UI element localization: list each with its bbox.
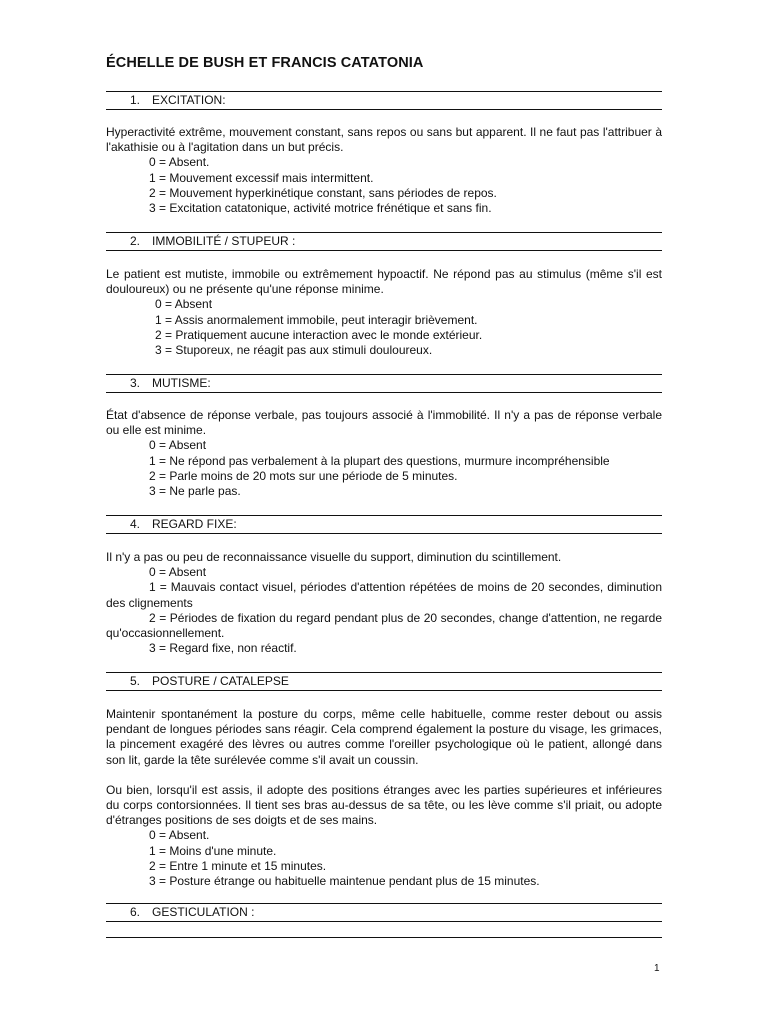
section-body-excitation <box>106 125 662 216</box>
section-description: État d'absence de réponse verbale, pas toujours associé à l'immobilité. Il n'y a pas de réponse verbale ou elle est minime. <box>106 408 662 438</box>
section-body-immobilite <box>106 267 662 358</box>
section-number: 1. <box>130 93 141 107</box>
score-item: 2 = Pratiquement aucune interaction avec le monde extérieur. <box>155 327 483 342</box>
score-item: 2 = Parle moins de 20 mots sur une période de 5 minutes. <box>149 468 458 483</box>
section-header-excitation <box>106 91 662 110</box>
document-title: ÉCHELLE DE BUSH ET FRANCIS CATATONIA <box>106 55 424 71</box>
section-header-mutisme <box>106 374 662 393</box>
section-description: Le patient est mutiste, immobile ou extrêmement hypoactif. Ne répond pas au stimulus (même s'il est douloureux) ou ne présente qu'une réponse minime. <box>106 267 662 297</box>
section-number: 5. <box>130 674 141 688</box>
section-description: Il n'y a pas ou peu de reconnaissance visuelle du support, diminution du scintillement. <box>106 550 562 564</box>
section-description: Ou bien, lorsqu'il est assis, il adopte des positions étranges avec les parties supérieures et inférieures du corps contorsionnées. Il tient ses bras au-dessus de sa tête, ou les lève comme s'il priait, ou adopte d'étranges positions de ses doigts et de ses mains. <box>106 782 662 828</box>
score-item: 0 = Absent <box>149 565 207 580</box>
score-item: 1 = Mouvement excessif mais intermittent. <box>149 170 374 185</box>
section-name: REGARD FIXE: <box>152 517 237 531</box>
score-item: 1 = Moins d'une minute. <box>149 843 277 858</box>
score-item: 0 = Absent. <box>149 828 210 843</box>
section-body-mutisme <box>106 408 662 499</box>
section-header-gesticulation <box>106 903 662 922</box>
score-item: 2 = Périodes de fixation du regard pendant plus de 20 secondes, change d'attention, ne regarde qu'occasionnellement. <box>106 610 662 641</box>
score-item: 3 = Excitation catatonique, activité motrice frénétique et sans fin. <box>149 201 492 216</box>
section-number: 6. <box>130 905 141 919</box>
page-number: 1 <box>654 963 660 974</box>
section-body-posture <box>106 707 662 889</box>
section-number: 4. <box>130 517 141 531</box>
section-number: 2. <box>130 234 141 248</box>
divider <box>106 937 662 938</box>
section-header-regard-fixe <box>106 515 662 534</box>
section-header-posture <box>106 672 662 691</box>
score-item: 0 = Absent <box>155 297 213 312</box>
section-header-immobilite <box>106 232 662 251</box>
score-item: 1 = Mauvais contact visuel, périodes d'attention répétées de moins de 20 secondes, diminution des clignements <box>106 580 662 610</box>
section-description: Hyperactivité extrême, mouvement constant, sans repos ou sans but apparent. Il ne faut pas l'attribuer à l'akathisie ou à l'agitation dans un but précis. <box>106 125 662 155</box>
score-item: 2 = Mouvement hyperkinétique constant, sans périodes de repos. <box>149 185 497 200</box>
section-name: EXCITATION: <box>152 93 226 107</box>
score-item: 1 = Ne répond pas verbalement à la plupart des questions, murmure incompréhensible <box>149 453 610 468</box>
score-item: 3 = Stuporeux, ne réagit pas aux stimuli douloureux. <box>155 343 433 358</box>
section-name: IMMOBILITÉ / STUPEUR : <box>152 234 296 248</box>
score-item: 2 = Entre 1 minute et 15 minutes. <box>149 858 327 873</box>
section-body-regard-fixe <box>106 550 662 656</box>
section-name: POSTURE / CATALEPSE <box>152 674 289 688</box>
section-number: 3. <box>130 376 141 390</box>
section-name: GESTICULATION : <box>152 905 255 919</box>
section-description: Maintenir spontanément la posture du corps, même celle habituelle, comme rester debout ou assis pendant de longues périodes sans réagir. Cela comprend également la posture du visage, les grimaces, la pincement exagéré des lèvres ou autres comme l'oreiller psychologique où le patient, allongé dans son lit, garde la tête surélevée comme s'il avait un coussin. <box>106 707 662 767</box>
score-item: 1 = Assis anormalement immobile, peut interagir brièvement. <box>155 312 478 327</box>
score-item: 3 = Ne parle pas. <box>149 484 241 499</box>
score-item: 0 = Absent. <box>149 155 210 170</box>
score-item: 0 = Absent <box>149 438 207 453</box>
section-name: MUTISME: <box>152 376 211 390</box>
score-item: 3 = Posture étrange ou habituelle maintenue pendant plus de 15 minutes. <box>149 874 540 889</box>
score-item: 3 = Regard fixe, non réactif. <box>149 641 297 656</box>
